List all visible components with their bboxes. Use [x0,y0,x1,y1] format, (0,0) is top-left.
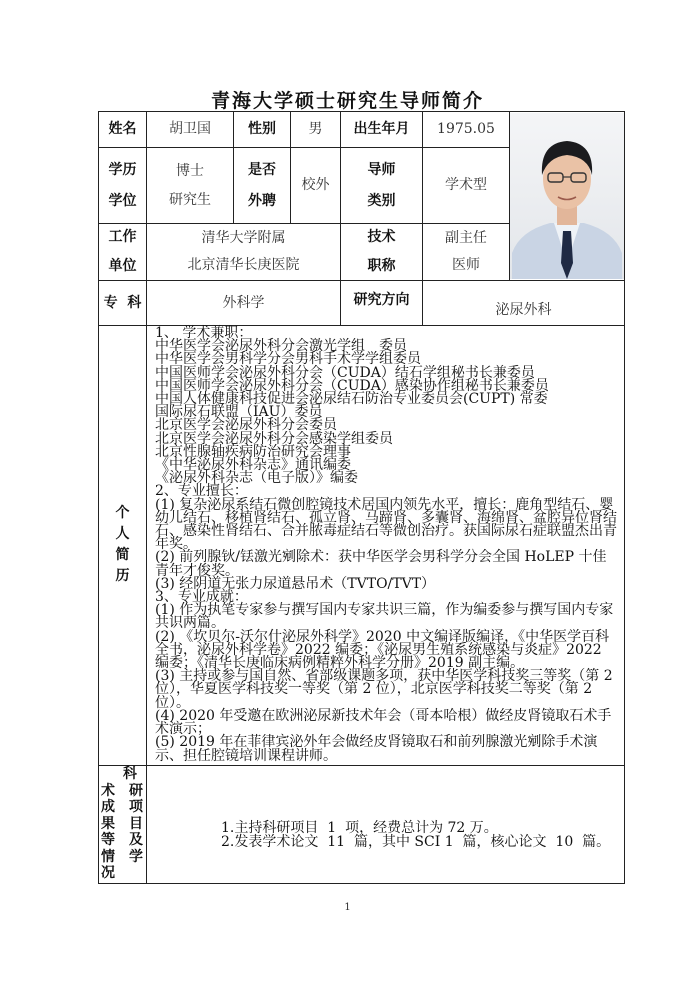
profile-line: (3) 经阴道无张力尿道悬吊术（TVTO/TVT） [155,575,436,592]
portrait-image [510,113,624,279]
gender-label: 性别 [234,112,291,148]
portrait-photo [510,112,625,281]
research-direction-label: 研究方向 [341,281,423,326]
name-value: 胡卫国 [147,112,234,148]
research-line: 2.发表学术论文 11 篇，其中 SCI 1 篇，核心论文 10 篇。 [221,834,611,851]
name-label: 姓名 [99,112,147,148]
research-content [147,765,625,883]
page-number: 1 [344,902,351,913]
research-line: 1.主持科研项目 1 项，经费总计为 72 万。 [221,820,498,837]
profile-line: 《中华泌尿外科杂志》通讯编委 [155,457,351,474]
profile-line: 中国人体健康科技促进会泌尿结石防治专业委员会(CUPT) 常委 [155,391,548,408]
profile-line: 3、专业成就： [155,589,248,606]
work-unit-value: 清华大学附属 北京清华长庚医院 [147,224,341,281]
profile-line: 北京性腺轴疾病防治研究会理事 [155,443,351,460]
profile-line: 中华医学会男科学分会男科手术学学组委员 [155,351,421,368]
profile-line: 北京医学会泌尿外科分会委员 [155,417,337,434]
profile-line: 2、专业擅长： [155,483,248,500]
major-value: 外科学 [147,281,341,326]
profile-line: 北京医学会泌尿外科分会感染学组委员 [155,430,393,447]
profile-line: 中国医师学会泌尿外科分会（CUDA）感染协作组秘书长兼委员 [155,377,549,394]
degree-value: 博士 研究生 [147,148,234,224]
page-title: 青海大学硕士研究生导师简介 [210,90,484,112]
work-unit-label: 工作 单位 [99,224,147,281]
profile-line: 1、 学术兼职： [155,325,253,341]
job-title-label: 技术 职称 [341,224,423,281]
profile-line: 《泌尿外科杂志（电子版）》编委 [155,470,358,487]
profile-line: 中华医学会泌尿外科分会激光学组 委员 [155,338,407,355]
external-value: 校外 [291,148,341,224]
major-label: 专 科 [99,281,147,326]
research-label: 科 术 研 成 项 果 目 等 及 情 学 况 [99,765,147,883]
birth-label: 出生年月 [341,112,423,148]
external-label: 是否 外聘 [234,148,291,224]
profile-line: (1) 作为执笔专家参与撰写国内专家共识三篇，作为编委参与撰写国内专家共识两篇。 [155,602,614,632]
advisor-type-label: 导师 类别 [341,148,423,224]
profile-content [147,326,625,766]
profile-line: 国际尿石联盟（IAU）委员 [155,404,323,421]
birth-value: 1975.05 [423,112,510,148]
profile-line: (5) 2019 年在菲律宾泌外年会做经皮肾镜取石和前列腺激光剜除手术演示、担任腔镜培训课程讲师。 [155,734,598,764]
degree-label: 学历 学位 [99,148,147,224]
profile-line: (1) 复杂泌尿系结石微创腔镜技术居国内领先水平，擅长：鹿角型结石、婴幼儿结石、移植肾结石、孤立肾、马蹄肾、多囊肾、海绵肾、盆腔异位肾结石、感染性肾结石、合并脓毒症结石等微创治疗。获国际尿石症联盟杰出青年奖。 [155,496,617,553]
research-direction-value: 泌尿外科 [423,281,625,326]
profile-line: 中国医师学会泌尿外科分会（CUDA）结石学组秘书长兼委员 [155,364,535,381]
profile-label: 个 人 简 历 [99,326,147,766]
advisor-type-value: 学术型 [423,148,510,224]
profile-line: (4) 2020 年受邀在欧洲泌尿新技术年会（哥本哈根）做经皮肾镜取石术手术演示； [155,707,612,738]
gender-value: 男 [291,112,341,148]
profile-line: (2) 前列腺钬/铥激光剜除术：获中华医学会男科学分会全国 HoLEP 十佳青年才俊奖。 [155,549,607,579]
job-title-value: 副主任 医师 [423,224,510,281]
profile-line: (3) 主持或参与国自然、省部级课题多项，获中华医学科技奖三等奖（第 2 位），华夏医学科技奖一等奖（第 2 位），北京医学科技奖二等奖（第 2 位）。 [155,668,613,711]
profile-line: (2) 《坎贝尔-沃尔什泌尿外科学》2020 中文编译版编译，《中华医学百科全书，泌尿外科学卷》2022 编委；《泌尿男生殖系统感染与炎症》2022 编委；《清华长庚临床病例精粹外科学分册》2019 副主编。 [155,628,610,672]
profile-table [98,111,625,884]
